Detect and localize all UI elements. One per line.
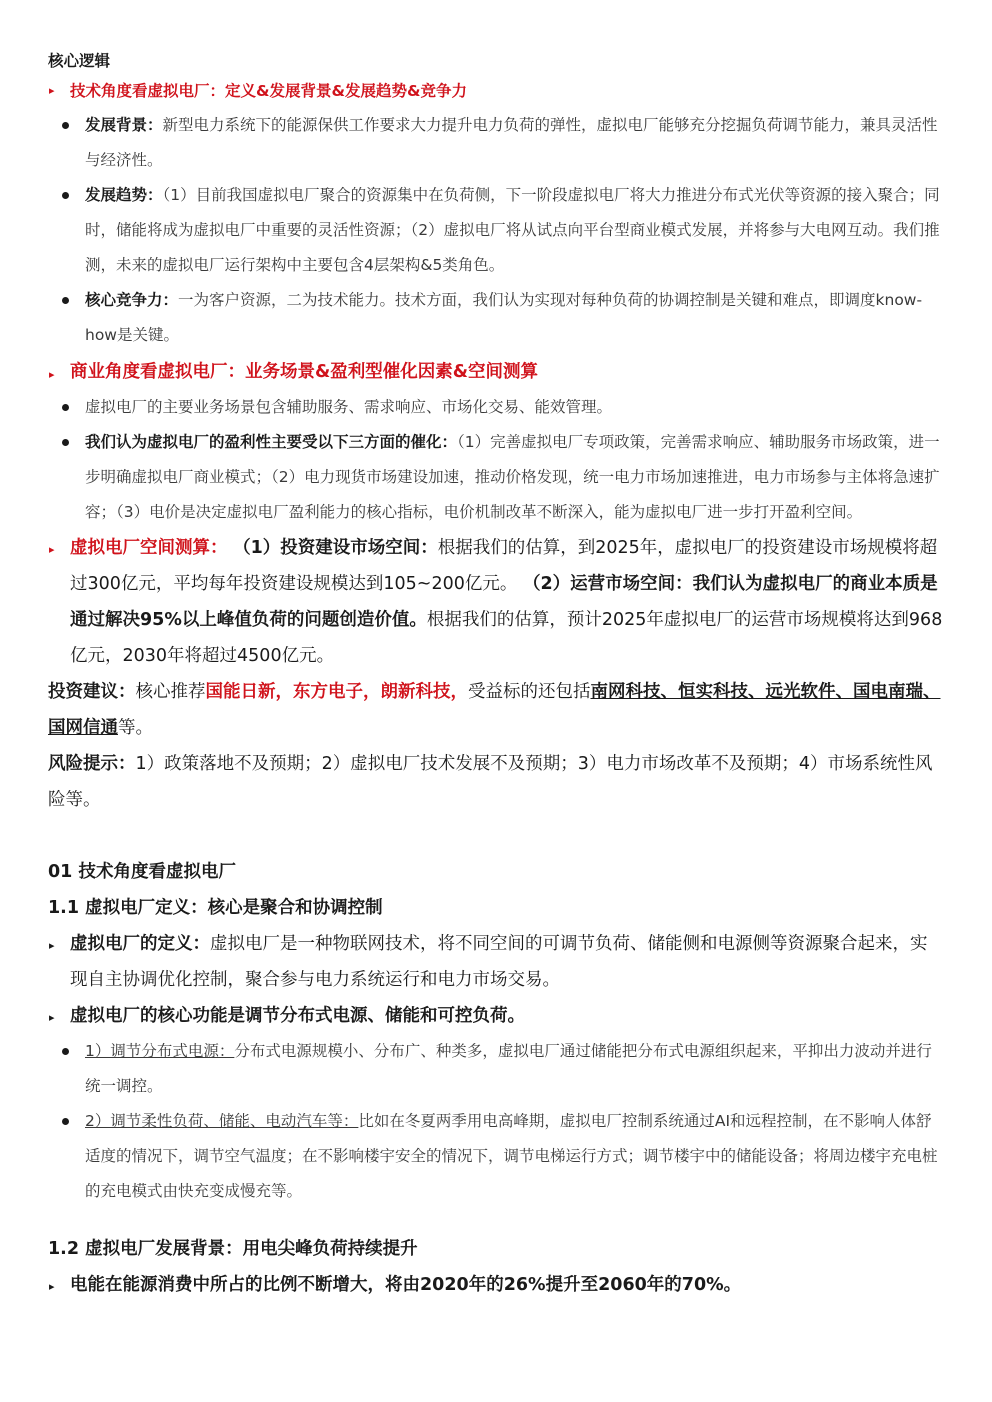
invest-space-text: 根据我们的估算，到2025年，虚拟电厂的投资建设市场规模将超过300亿元，平均每年投资建设规模达到105~200亿元。 [70, 538, 938, 594]
definition-paragraph [48, 926, 943, 998]
bullet-label: 2）调节柔性负荷、储能、电动汽车等： [85, 1112, 359, 1130]
bullet-text: 虚拟电厂的主要业务场景包含辅助服务、需求响应、市场化交易、能效管理。 [85, 398, 613, 416]
risk-label: 风险提示： [48, 754, 136, 774]
s2-heading-row [48, 355, 943, 390]
bullet-dot-icon [62, 192, 69, 199]
list-item [48, 108, 943, 178]
invest-recommend: 国能日新，东方电子，朗新科技， [205, 682, 468, 702]
energy-share-text: 电能在能源消费中所占的比例不断增大，将由2020年的26%提升至2060年的70%。 [70, 1275, 742, 1295]
invest-post: 等。 [118, 718, 153, 738]
bullet-text: 比如在冬夏两季用电高峰期，虚拟电厂控制系统通过AI和远程控制，在不影响人体舒适度的情况下，调节空气温度；在不影响楼宇安全的情况下，调节电梯运行方式；调节楼宇中的储能设备；将周边楼宇充电桩的充电模式由快充变成慢充等。 [85, 1112, 938, 1200]
document-page [48, 48, 943, 1303]
s1-heading-row [48, 78, 943, 104]
bullet-text: 分布式电源规模小、分布广、种类多，虚拟电厂通过储能把分布式电源组织起来，平抑出力波动并进行统一调控。 [85, 1042, 932, 1095]
list-item [48, 1034, 943, 1104]
section-1-2-title: 1.2 虚拟电厂发展背景：用电尖峰负荷持续提升 [48, 1239, 418, 1259]
section-1-1-title: 1.1 虚拟电厂定义：核心是聚合和协调控制 [48, 898, 383, 918]
bullet-text: （1）完善虚拟电厂专项政策，完善需求响应、辅助服务市场政策，进一步明确虚拟电厂商业模式；（2）电力现货市场建设加速，推动价格发现，统一电力市场加速推进，电力市场参与主体将急速扩容；（3）电价是决定虚拟电厂盈利能力的核心指标，电价机制改革不断深入，能为虚拟电厂进一步打开盈利空间。 [85, 433, 940, 521]
bullet-dot-icon [62, 439, 69, 446]
space-estimate-paragraph [48, 530, 943, 674]
risk-text: 1）政策落地不及预期；2）虚拟电厂技术发展不及预期；3）电力市场改革不及预期；4）市场系统性风险等。 [48, 754, 933, 810]
bullet-label: 我们认为虚拟电厂的盈利性主要受以下三方面的催化： [85, 433, 458, 451]
bullet-dot-icon [62, 297, 69, 304]
triangle-right-icon: ▸ [49, 84, 55, 97]
invest-beneficiaries: 南网科技、恒实科技、远光软件、国电南瑞、国网信通 [48, 682, 941, 738]
bullet-text: 新型电力系统下的能源保供工作要求大力提升电力负荷的弹性，虚拟电厂能够充分挖掘负荷调节能力，兼具灵活性与经济性。 [85, 116, 938, 169]
bullet-text: 一为客户资源，二为技术能力。技术方面，我们认为实现对每种负荷的协调控制是关键和难点，即调度know-how是关键。 [85, 291, 923, 344]
s2-heading: 商业角度看虚拟电厂：业务场景&盈利型催化因素&空间测算 [70, 362, 539, 382]
invest-pre: 核心推荐 [135, 682, 206, 702]
bullet-text: （1）目前我国虚拟电厂聚合的资源集中在负荷侧，下一阶段虚拟电厂将大力推进分布式光伏等资源的接入聚合；同时，储能将成为虚拟电厂中重要的灵活性资源；（2）虚拟电厂将从试点向平台型商业模式发展，并将参与大电网互动。我们推测，未来的虚拟电厂运行架构中主要包含4层架构&5类角色。 [85, 186, 940, 274]
list-item [48, 283, 943, 353]
bullet-dot-icon [62, 1048, 69, 1055]
triangle-right-icon: ▸ [49, 1280, 55, 1293]
list-item [48, 178, 943, 283]
invest-space-label: （1）投资建设市场空间： [233, 538, 438, 558]
section-01-title: 01 技术角度看虚拟电厂 [48, 862, 236, 882]
definition-label: 虚拟电厂的定义： [70, 934, 210, 954]
bullet-label: 核心竞争力： [85, 291, 179, 309]
bullet-label: 发展背景： [85, 116, 163, 134]
core-function-text: 虚拟电厂的核心功能是调节分布式电源、储能和可控负荷。 [70, 1006, 525, 1026]
bullet-dot-icon [62, 404, 69, 411]
core-function-line [48, 998, 943, 1034]
triangle-right-icon: ▸ [49, 368, 55, 381]
triangle-right-icon: ▸ [49, 1011, 55, 1024]
investment-advice [48, 674, 943, 746]
space-estimate-label: 虚拟电厂空间测算： [70, 538, 228, 558]
bullet-label: 发展趋势： [85, 186, 163, 204]
bullet-dot-icon [62, 1118, 69, 1125]
list-item [48, 390, 943, 425]
risk-warning [48, 746, 943, 818]
operate-space-bold: 我们认为虚拟电厂的商业本质是通过解决95%以上峰值负荷的问题创造价值。 [70, 574, 938, 630]
invest-label: 投资建议： [48, 682, 136, 702]
operate-space-label: （2）运营市场空间： [522, 574, 693, 594]
triangle-right-icon: ▸ [49, 939, 55, 952]
list-item [48, 425, 943, 530]
bullet-dot-icon [62, 122, 69, 129]
definition-text: 虚拟电厂是一种物联网技术，将不同空间的可调节负荷、储能侧和电源侧等资源聚合起来，实现自主协调优化控制，聚合参与电力系统运行和电力市场交易。 [70, 934, 928, 990]
triangle-right-icon: ▸ [49, 543, 55, 556]
bullet-label: 1）调节分布式电源： [85, 1042, 235, 1060]
invest-mid: 受益标的还包括 [468, 682, 591, 702]
energy-share-line [48, 1267, 943, 1303]
operate-space-text: 根据我们的估算，预计2025年虚拟电厂的运营市场规模将达到968亿元，2030年将超过4500亿元。 [70, 610, 943, 666]
list-item [48, 1104, 943, 1209]
s1-heading: 技术角度看虚拟电厂：定义&发展背景&发展趋势&竞争力 [70, 82, 468, 100]
core-logic-title: 核心逻辑 [48, 52, 111, 70]
